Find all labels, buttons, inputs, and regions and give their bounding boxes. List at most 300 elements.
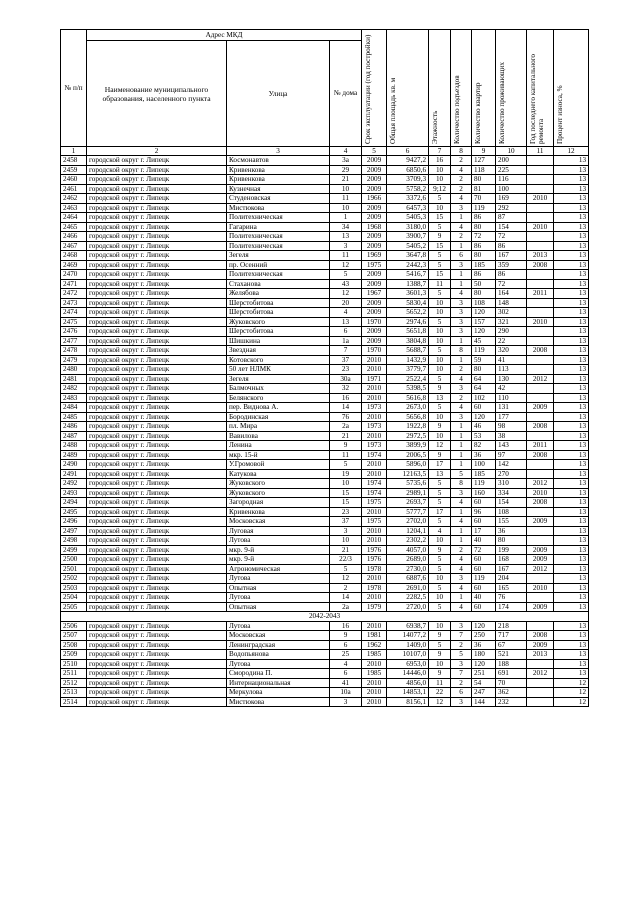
entrances-cell: 4 bbox=[451, 289, 472, 299]
area-cell: 5416,7 bbox=[387, 270, 429, 280]
table-row bbox=[61, 336, 589, 346]
residents-cell: 204 bbox=[496, 574, 527, 584]
row-number-cell: 2476 bbox=[61, 327, 87, 337]
wear-percent-cell: 13 bbox=[554, 184, 589, 194]
apartments-cell: 120 bbox=[472, 659, 496, 669]
residents-cell: 154 bbox=[496, 222, 527, 232]
year-built-cell: 1975 bbox=[362, 498, 387, 508]
area-cell: 1388,7 bbox=[387, 279, 429, 289]
house-number-cell: 4 bbox=[330, 659, 362, 669]
last-repair-year-cell bbox=[527, 431, 554, 441]
row-number-cell: 2484 bbox=[61, 403, 87, 413]
year-built-cell: 1985 bbox=[362, 650, 387, 660]
street-cell: Кривенкова bbox=[227, 165, 330, 175]
wear-percent-cell: 13 bbox=[554, 194, 589, 204]
table-row bbox=[61, 222, 589, 232]
street-cell: Лутова bbox=[227, 659, 330, 669]
apartments-cell: 81 bbox=[472, 184, 496, 194]
apartments-cell: 160 bbox=[472, 488, 496, 498]
street-cell: Смородина П. bbox=[227, 669, 330, 679]
wear-percent-cell: 13 bbox=[554, 564, 589, 574]
floors-cell: 15 bbox=[429, 213, 451, 223]
residents-cell: 521 bbox=[496, 650, 527, 660]
row-number-cell: 2470 bbox=[61, 270, 87, 280]
table-row bbox=[61, 241, 589, 251]
wear-percent-cell: 13 bbox=[554, 602, 589, 612]
floors-cell: 5 bbox=[429, 317, 451, 327]
row-number-cell: 2463 bbox=[61, 203, 87, 213]
year-built-cell: 1975 bbox=[362, 517, 387, 527]
municipality-cell: городской округ г. Липецк bbox=[87, 697, 227, 707]
wear-percent-cell: 13 bbox=[554, 460, 589, 470]
table-row bbox=[61, 165, 589, 175]
table-row bbox=[61, 308, 589, 318]
municipality-cell: городской округ г. Липецк bbox=[87, 241, 227, 251]
area-cell: 1432,9 bbox=[387, 355, 429, 365]
year-built-cell: 1973 bbox=[362, 441, 387, 451]
last-repair-year-cell bbox=[527, 621, 554, 631]
column-number-cell: 10 bbox=[496, 147, 527, 156]
year-built-cell: 2009 bbox=[362, 270, 387, 280]
area-cell: 14077,2 bbox=[387, 631, 429, 641]
residents-cell: 38 bbox=[496, 431, 527, 441]
year-built-cell: 1973 bbox=[362, 403, 387, 413]
wear-percent-cell: 13 bbox=[554, 222, 589, 232]
entrances-cell: 6 bbox=[451, 251, 472, 261]
entrances-cell: 3 bbox=[451, 384, 472, 394]
wear-percent-cell: 13 bbox=[554, 403, 589, 413]
residents-cell: 154 bbox=[496, 498, 527, 508]
residents-cell: 290 bbox=[496, 327, 527, 337]
year-built-cell: 2009 bbox=[362, 232, 387, 242]
last-repair-year-cell bbox=[527, 175, 554, 185]
row-number-cell: 2462 bbox=[61, 194, 87, 204]
municipality-cell: городской округ г. Липецк bbox=[87, 498, 227, 508]
header-street: Улица bbox=[227, 41, 330, 147]
row-number-cell: 2468 bbox=[61, 251, 87, 261]
residents-cell: 87 bbox=[496, 213, 527, 223]
floors-cell: 9 bbox=[429, 232, 451, 242]
floors-cell: 5 bbox=[429, 498, 451, 508]
residents-cell: 22 bbox=[496, 336, 527, 346]
year-built-cell: 1985 bbox=[362, 669, 387, 679]
row-number-cell: 2460 bbox=[61, 175, 87, 185]
entrances-cell: 3 bbox=[451, 621, 472, 631]
last-repair-year-cell: 2010 bbox=[527, 222, 554, 232]
entrances-cell: 3 bbox=[451, 488, 472, 498]
wear-percent-cell: 13 bbox=[554, 593, 589, 603]
floors-cell: 9 bbox=[429, 450, 451, 460]
house-number-cell: 13 bbox=[330, 232, 362, 242]
last-repair-year-cell bbox=[527, 184, 554, 194]
header-municipality: Наименование муниципального образования, населенного пункта bbox=[87, 41, 227, 147]
year-built-cell: 2010 bbox=[362, 593, 387, 603]
street-cell: Политехническая bbox=[227, 232, 330, 242]
municipality-cell: городской округ г. Липецк bbox=[87, 270, 227, 280]
street-cell: Бородинская bbox=[227, 412, 330, 422]
row-number-cell: 2506 bbox=[61, 621, 87, 631]
house-number-cell: 11 bbox=[330, 450, 362, 460]
floors-cell: 9 bbox=[429, 384, 451, 394]
house-number-cell: 10а bbox=[330, 688, 362, 698]
table-row bbox=[61, 184, 589, 194]
floors-cell: 10 bbox=[429, 574, 451, 584]
year-built-cell: 1973 bbox=[362, 422, 387, 432]
floors-cell: 5 bbox=[429, 260, 451, 270]
wear-percent-cell: 13 bbox=[554, 213, 589, 223]
year-built-cell: 1978 bbox=[362, 564, 387, 574]
area-cell: 3804,8 bbox=[387, 336, 429, 346]
house-number-cell: 37 bbox=[330, 355, 362, 365]
last-repair-year-cell bbox=[527, 574, 554, 584]
entrances-cell: 3 bbox=[451, 574, 472, 584]
table-row bbox=[61, 507, 589, 517]
row-number-cell: 2482 bbox=[61, 384, 87, 394]
entrances-cell: 6 bbox=[451, 688, 472, 698]
residents-cell: 167 bbox=[496, 251, 527, 261]
wear-percent-cell: 13 bbox=[554, 393, 589, 403]
street-cell: Шишкина bbox=[227, 336, 330, 346]
wear-percent-cell: 13 bbox=[554, 336, 589, 346]
street-cell: Лутова bbox=[227, 621, 330, 631]
area-cell: 5758,2 bbox=[387, 184, 429, 194]
year-built-cell: 1981 bbox=[362, 631, 387, 641]
municipality-cell: городской округ г. Липецк bbox=[87, 289, 227, 299]
area-cell: 2989,1 bbox=[387, 488, 429, 498]
row-number-cell: 2509 bbox=[61, 650, 87, 660]
entrances-cell: 2 bbox=[451, 393, 472, 403]
apartments-cell: 60 bbox=[472, 583, 496, 593]
column-number-cell: 6 bbox=[387, 147, 429, 156]
floors-cell: 10 bbox=[429, 365, 451, 375]
entrances-cell: 4 bbox=[451, 602, 472, 612]
table-row bbox=[61, 602, 589, 612]
residents-cell: 174 bbox=[496, 602, 527, 612]
apartments-cell: 86 bbox=[472, 213, 496, 223]
entrances-cell: 1 bbox=[451, 336, 472, 346]
table-row bbox=[61, 403, 589, 413]
apartments-cell: 46 bbox=[472, 422, 496, 432]
house-number-cell: 10 bbox=[330, 479, 362, 489]
entrances-cell: 7 bbox=[451, 669, 472, 679]
apartments-cell: 50 bbox=[472, 279, 496, 289]
table-row bbox=[61, 650, 589, 660]
house-number-cell: 25 bbox=[330, 650, 362, 660]
house-number-cell: 6 bbox=[330, 669, 362, 679]
area-cell: 2442,3 bbox=[387, 260, 429, 270]
last-repair-year-cell bbox=[527, 165, 554, 175]
entrances-cell: 1 bbox=[451, 526, 472, 536]
residents-cell: 232 bbox=[496, 697, 527, 707]
street-cell: Политехническая bbox=[227, 213, 330, 223]
table-row bbox=[61, 156, 589, 166]
residents-cell: 72 bbox=[496, 232, 527, 242]
last-repair-year-cell bbox=[527, 232, 554, 242]
table-row bbox=[61, 175, 589, 185]
house-number-cell: 37 bbox=[330, 517, 362, 527]
apartments-cell: 127 bbox=[472, 156, 496, 166]
floors-cell: 13 bbox=[429, 393, 451, 403]
house-number-cell: 15 bbox=[330, 488, 362, 498]
street-cell: Загородная bbox=[227, 498, 330, 508]
year-built-cell: 2009 bbox=[362, 279, 387, 289]
municipality-cell: городской округ г. Липецк bbox=[87, 384, 227, 394]
street-cell: У.Громовой bbox=[227, 460, 330, 470]
street-cell: пер. Виднова А. bbox=[227, 403, 330, 413]
entrances-cell: 4 bbox=[451, 517, 472, 527]
area-cell: 14446,0 bbox=[387, 669, 429, 679]
row-number-cell: 2494 bbox=[61, 498, 87, 508]
street-cell: Лутова bbox=[227, 536, 330, 546]
entrances-cell: 3 bbox=[451, 659, 472, 669]
row-number-cell: 2475 bbox=[61, 317, 87, 327]
residents-cell: 80 bbox=[496, 536, 527, 546]
municipality-cell: городской округ г. Липецк bbox=[87, 327, 227, 337]
floors-cell: 5 bbox=[429, 222, 451, 232]
year-built-cell: 2009 bbox=[362, 298, 387, 308]
house-number-cell: 41 bbox=[330, 678, 362, 688]
area-cell: 1922,8 bbox=[387, 422, 429, 432]
table-row bbox=[61, 631, 589, 641]
floors-cell: 5 bbox=[429, 403, 451, 413]
last-repair-year-cell bbox=[527, 384, 554, 394]
house-number-cell: 5 bbox=[330, 460, 362, 470]
street-cell: Кривенкова bbox=[227, 175, 330, 185]
last-repair-year-cell bbox=[527, 203, 554, 213]
entrances-cell: 1 bbox=[451, 422, 472, 432]
street-cell: Вавилова bbox=[227, 431, 330, 441]
area-cell: 2720,0 bbox=[387, 602, 429, 612]
residents-cell: 199 bbox=[496, 545, 527, 555]
table-row bbox=[61, 346, 589, 356]
wear-percent-cell: 13 bbox=[554, 346, 589, 356]
wear-percent-cell: 13 bbox=[554, 422, 589, 432]
area-cell: 2693,7 bbox=[387, 498, 429, 508]
house-number-cell: 3а bbox=[330, 156, 362, 166]
row-number-cell: 2501 bbox=[61, 564, 87, 574]
last-repair-year-cell: 2010 bbox=[527, 583, 554, 593]
row-number-cell: 2459 bbox=[61, 165, 87, 175]
table-row bbox=[61, 213, 589, 223]
house-number-cell: 76 bbox=[330, 412, 362, 422]
house-number-cell: 15 bbox=[330, 498, 362, 508]
last-repair-year-cell bbox=[527, 308, 554, 318]
area-cell: 2006,5 bbox=[387, 450, 429, 460]
municipality-cell: городской округ г. Липецк bbox=[87, 545, 227, 555]
last-repair-year-cell bbox=[527, 469, 554, 479]
housing-register-table bbox=[60, 29, 589, 707]
row-number-cell: 2487 bbox=[61, 431, 87, 441]
row-number-cell: 2503 bbox=[61, 583, 87, 593]
header-entrances: Количество подъездов bbox=[451, 30, 472, 147]
wear-percent-cell: 13 bbox=[554, 526, 589, 536]
municipality-cell: городской округ г. Липецк bbox=[87, 336, 227, 346]
area-cell: 2282,5 bbox=[387, 593, 429, 603]
floors-cell: 15 bbox=[429, 241, 451, 251]
column-number-row bbox=[61, 147, 589, 156]
last-repair-year-cell: 2013 bbox=[527, 650, 554, 660]
floors-cell: 17 bbox=[429, 460, 451, 470]
wear-percent-cell: 13 bbox=[554, 631, 589, 641]
entrances-cell: 2 bbox=[451, 545, 472, 555]
apartments-cell: 36 bbox=[472, 450, 496, 460]
municipality-cell: городской округ г. Липецк bbox=[87, 194, 227, 204]
row-number-cell: 2471 bbox=[61, 279, 87, 289]
table-row bbox=[61, 526, 589, 536]
house-number-cell: 43 bbox=[330, 279, 362, 289]
row-number-cell: 2512 bbox=[61, 678, 87, 688]
entrances-cell: 4 bbox=[451, 222, 472, 232]
municipality-cell: городской округ г. Липецк bbox=[87, 374, 227, 384]
entrances-cell: 1 bbox=[451, 270, 472, 280]
street-cell: Гагарина bbox=[227, 222, 330, 232]
row-number-cell: 2492 bbox=[61, 479, 87, 489]
house-number-cell: 32 bbox=[330, 384, 362, 394]
municipality-cell: городской округ г. Липецк bbox=[87, 517, 227, 527]
wear-percent-cell: 13 bbox=[554, 583, 589, 593]
last-repair-year-cell bbox=[527, 298, 554, 308]
street-cell: пр. Осенний bbox=[227, 260, 330, 270]
year-built-cell: 1974 bbox=[362, 488, 387, 498]
column-number-cell: 11 bbox=[527, 147, 554, 156]
residents-cell: 225 bbox=[496, 165, 527, 175]
year-built-cell: 2010 bbox=[362, 460, 387, 470]
row-number-cell: 2497 bbox=[61, 526, 87, 536]
municipality-cell: городской округ г. Липецк bbox=[87, 640, 227, 650]
entrances-cell: 3 bbox=[451, 697, 472, 707]
street-cell: Желябова bbox=[227, 289, 330, 299]
row-number-cell: 2465 bbox=[61, 222, 87, 232]
table-row bbox=[61, 232, 589, 242]
residents-cell: 165 bbox=[496, 583, 527, 593]
street-cell: Космонавтов bbox=[227, 156, 330, 166]
floors-cell: 10 bbox=[429, 203, 451, 213]
entrances-cell: 4 bbox=[451, 583, 472, 593]
year-built-cell: 2010 bbox=[362, 621, 387, 631]
entrances-cell: 2 bbox=[451, 640, 472, 650]
apartments-cell: 144 bbox=[472, 697, 496, 707]
year-built-cell: 2009 bbox=[362, 308, 387, 318]
area-cell: 5616,8 bbox=[387, 393, 429, 403]
wear-percent-cell: 13 bbox=[554, 374, 589, 384]
street-cell: Интернациональная bbox=[227, 678, 330, 688]
street-cell: Опытная bbox=[227, 602, 330, 612]
table-row bbox=[61, 659, 589, 669]
residents-cell: 76 bbox=[496, 593, 527, 603]
entrances-cell: 2 bbox=[451, 156, 472, 166]
entrances-cell: 4 bbox=[451, 374, 472, 384]
row-number-cell: 2491 bbox=[61, 469, 87, 479]
last-repair-year-cell bbox=[527, 327, 554, 337]
table-row bbox=[61, 374, 589, 384]
apartments-cell: 45 bbox=[472, 336, 496, 346]
table-row bbox=[61, 488, 589, 498]
wear-percent-cell: 13 bbox=[554, 165, 589, 175]
year-built-cell: 2010 bbox=[362, 431, 387, 441]
apartments-cell: 40 bbox=[472, 536, 496, 546]
area-cell: 1409,0 bbox=[387, 640, 429, 650]
street-cell: Мистюкова bbox=[227, 203, 330, 213]
house-number-cell: 4 bbox=[330, 308, 362, 318]
row-number-cell: 2477 bbox=[61, 336, 87, 346]
last-repair-year-cell: 2011 bbox=[527, 441, 554, 451]
house-number-cell: 13 bbox=[330, 317, 362, 327]
street-cell: Лутова bbox=[227, 593, 330, 603]
wear-percent-cell: 13 bbox=[554, 536, 589, 546]
house-number-cell: 2а bbox=[330, 422, 362, 432]
entrances-cell: 7 bbox=[451, 631, 472, 641]
house-number-cell: 30а bbox=[330, 374, 362, 384]
area-cell: 3900,7 bbox=[387, 232, 429, 242]
year-built-cell: 1969 bbox=[362, 251, 387, 261]
apartments-cell: 64 bbox=[472, 374, 496, 384]
header-residents: Количество проживающих bbox=[496, 30, 527, 147]
area-cell: 3601,3 bbox=[387, 289, 429, 299]
municipality-cell: городской округ г. Липецк bbox=[87, 156, 227, 166]
house-number-cell: 11 bbox=[330, 251, 362, 261]
table-row bbox=[61, 365, 589, 375]
street-cell: Ленина bbox=[227, 441, 330, 451]
residents-cell: 334 bbox=[496, 488, 527, 498]
apartments-cell: 119 bbox=[472, 574, 496, 584]
column-number-cell: 1 bbox=[61, 147, 87, 156]
wear-percent-cell: 13 bbox=[554, 251, 589, 261]
residents-cell: 41 bbox=[496, 355, 527, 365]
residents-cell: 100 bbox=[496, 184, 527, 194]
table-row bbox=[61, 669, 589, 679]
year-built-cell: 2009 bbox=[362, 165, 387, 175]
apartments-cell: 72 bbox=[472, 232, 496, 242]
area-cell: 2702,0 bbox=[387, 517, 429, 527]
row-number-cell: 2502 bbox=[61, 574, 87, 584]
residents-cell: 270 bbox=[496, 469, 527, 479]
row-number-cell: 2486 bbox=[61, 422, 87, 432]
apartments-cell: 157 bbox=[472, 317, 496, 327]
street-cell: Жуковского bbox=[227, 317, 330, 327]
row-number-cell: 2483 bbox=[61, 393, 87, 403]
street-cell: Политехническая bbox=[227, 270, 330, 280]
entrances-cell: 4 bbox=[451, 564, 472, 574]
floors-cell: 5 bbox=[429, 289, 451, 299]
wear-percent-cell: 12 bbox=[554, 697, 589, 707]
entrances-cell: 1 bbox=[451, 507, 472, 517]
area-cell: 4057,0 bbox=[387, 545, 429, 555]
table-row bbox=[61, 678, 589, 688]
residents-cell: 110 bbox=[496, 393, 527, 403]
entrances-cell: 8 bbox=[451, 346, 472, 356]
residents-cell: 108 bbox=[496, 507, 527, 517]
row-number-cell: 2489 bbox=[61, 450, 87, 460]
area-cell: 3180,0 bbox=[387, 222, 429, 232]
area-cell: 3899,9 bbox=[387, 441, 429, 451]
street-cell: Жуковского bbox=[227, 479, 330, 489]
table-row bbox=[61, 697, 589, 707]
entrances-cell: 2 bbox=[451, 678, 472, 688]
residents-cell: 292 bbox=[496, 203, 527, 213]
area-cell: 2730,0 bbox=[387, 564, 429, 574]
year-built-cell: 1968 bbox=[362, 222, 387, 232]
area-cell: 5656,8 bbox=[387, 412, 429, 422]
wear-percent-cell: 13 bbox=[554, 498, 589, 508]
apartments-cell: 120 bbox=[472, 621, 496, 631]
municipality-cell: городской округ г. Липецк bbox=[87, 621, 227, 631]
wear-percent-cell: 13 bbox=[554, 365, 589, 375]
house-number-cell: 16 bbox=[330, 621, 362, 631]
floors-cell: 13 bbox=[429, 469, 451, 479]
apartments-cell: 60 bbox=[472, 564, 496, 574]
house-number-cell: 6 bbox=[330, 640, 362, 650]
entrances-cell: 2 bbox=[451, 232, 472, 242]
